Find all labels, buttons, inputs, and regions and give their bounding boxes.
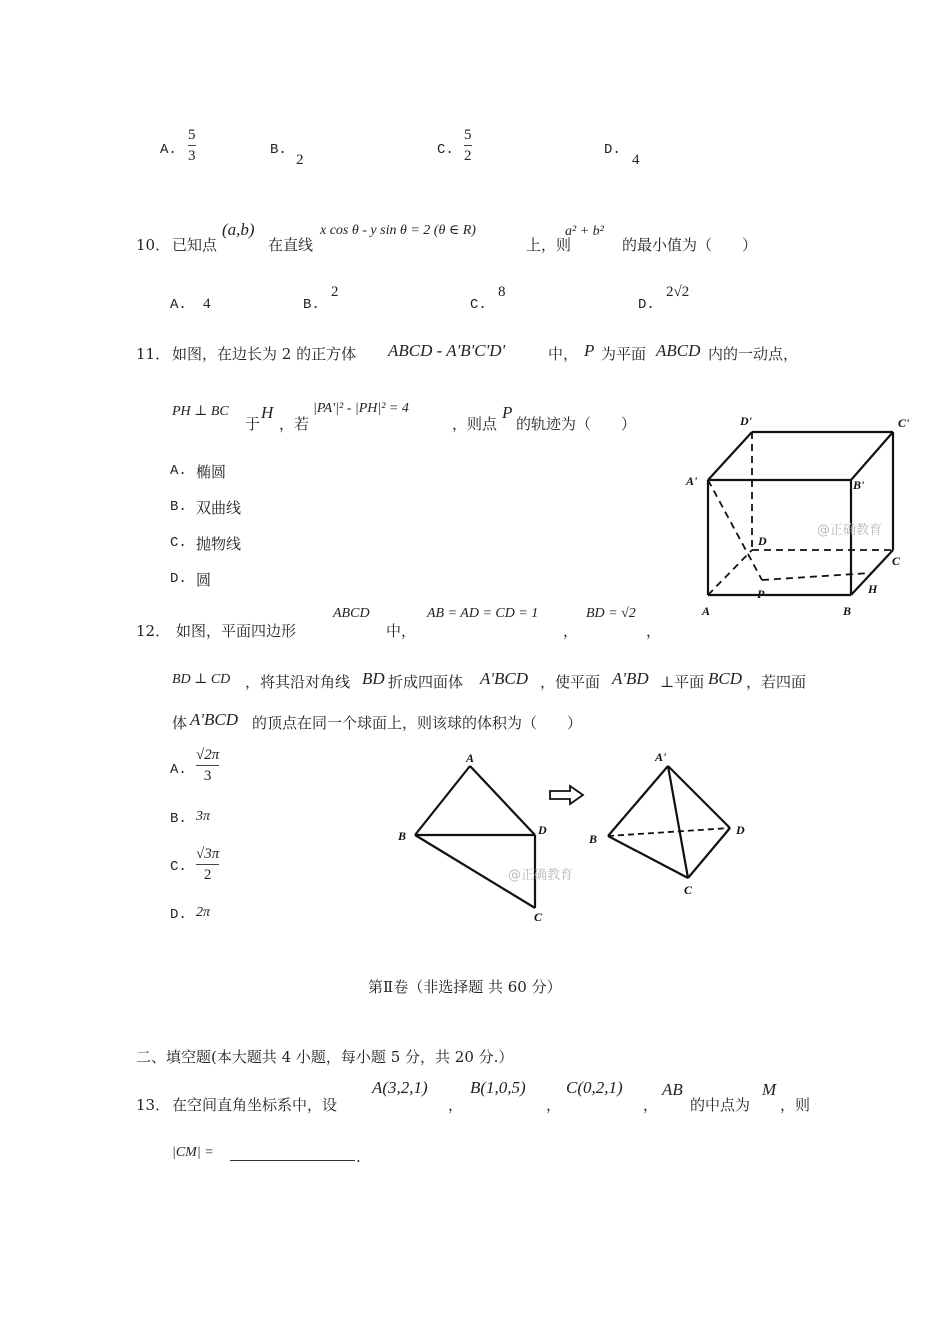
cube-edge-b1c1 [851, 432, 893, 480]
q11-plane: ABCD [656, 341, 701, 360]
q11-text-1: 如图，在边长为 2 的正方体 [172, 345, 357, 363]
cube-segment-a1p [708, 480, 762, 580]
tet-label-c: C [684, 883, 693, 897]
q9-option-b-value: 2 [296, 152, 304, 168]
q12-option-a-denominator: 3 [203, 768, 212, 784]
cube-label-c1: C' [898, 416, 910, 430]
q10-expression: a² + b² [565, 224, 604, 239]
q11-condition-1: PH ⊥ BC [172, 404, 229, 419]
q13-comma-2: ， [546, 1096, 562, 1114]
cube-label-a: A [702, 604, 711, 618]
q11-point-p: P [584, 341, 595, 360]
q11-option-c-text: 抛物线 [196, 535, 242, 553]
quad-label-a: A [466, 751, 475, 765]
section2-title: 第Ⅱ卷（非选择题 共 60 分） [368, 978, 562, 996]
q12-equation-2: BD = √2 [586, 606, 636, 621]
tet-edge-bd-hidden [608, 828, 730, 836]
q10-text-3: 上，则 [526, 236, 572, 254]
q12-equation-1: AB = AD = CD = 1 [427, 606, 539, 621]
cube-label-a1: A' [686, 474, 698, 488]
q12-option-a-label: A. [170, 762, 187, 778]
q11-point-h: H [261, 403, 274, 422]
q11-text-8: 的轨迹为（ ） [516, 415, 637, 433]
q12-text-1: 如图，平面四边形 [176, 622, 297, 640]
fill-in-heading: 二、填空题(本大题共 4 小题，每小题 5 分，共 20 分.） [136, 1048, 514, 1066]
q11-option-b-text: 双曲线 [196, 499, 242, 517]
q12-text-4: 折成四面体 [388, 673, 464, 691]
q10-option-c-label: C. [470, 297, 487, 313]
q11-cube: ABCD - A'B'C'D' [388, 341, 506, 360]
q10-option-d-label: D. [638, 297, 655, 313]
q12-text-7: ，若四面 [746, 673, 807, 691]
q10-option-a-label: A. [170, 297, 187, 313]
cube-label-d1: D' [740, 414, 752, 428]
cube-edge-ad-hidden [708, 550, 752, 595]
q11-condition-2: |PA'|² - |PH|² = 4 [313, 401, 409, 416]
q11-option-d-label: D. [170, 571, 187, 587]
q12-text-8: 体 [172, 714, 188, 732]
q11-cube-figure [680, 405, 920, 625]
q11-text-7: ，则点 [452, 415, 498, 433]
quad-edge-ad [470, 766, 535, 835]
q13-comma-1: ， [448, 1096, 464, 1114]
q13-segment-ab: AB [662, 1080, 683, 1099]
cube-label-p: P [757, 587, 765, 601]
q11-option-b-label: B. [170, 499, 187, 515]
q9-option-a-numerator: 5 [188, 127, 196, 143]
q12-option-d-label: D. [170, 907, 187, 923]
q10-point: (a,b) [222, 220, 255, 239]
q10-option-a-value: 4 [203, 296, 211, 312]
q13-point-b: B(1,0,5) [470, 1078, 526, 1097]
q13-period: . [356, 1148, 361, 1166]
q12-option-d-value: 2π [196, 905, 211, 920]
q11-option-d-text: 圆 [196, 571, 212, 589]
q10-option-b-value: 2 [331, 284, 339, 300]
q12-plane-abd: A'BD [612, 669, 649, 688]
quad-label-b: B [398, 829, 407, 843]
q12-tetrahedron-2: A'BCD [190, 710, 239, 729]
q9-option-a-label: A. [160, 142, 177, 158]
q9-option-b-label: B. [270, 142, 287, 158]
q12-option-c-fraction [196, 845, 219, 884]
cube-label-h: H [868, 582, 878, 596]
q9-option-d-value: 4 [632, 152, 640, 168]
q12-folding-figure [390, 748, 760, 928]
q9-option-c-fraction [464, 126, 472, 165]
q12-comma-2: ， [646, 622, 662, 640]
q13-comma-3: ， [643, 1096, 659, 1114]
cube-label-c: C [892, 554, 901, 568]
q11-text-5: 于 [245, 415, 261, 433]
q12-option-a-fraction [196, 746, 219, 785]
q12-text-3: ，将其沿对角线 [245, 673, 351, 691]
q10-text-2: 在直线 [268, 236, 314, 254]
q11-watermark: @正确教育 [817, 523, 883, 538]
q10-number: 10． [136, 236, 171, 254]
q12-option-a-numerator: √2π [196, 747, 220, 763]
q13-number: 13． [136, 1096, 171, 1114]
q13-text-2: 的中点为 [690, 1096, 751, 1114]
q10-text-4: 的最小值为（ ） [622, 236, 758, 254]
tet-label-a1: A' [655, 750, 667, 764]
q13-point-c: C(0,2,1) [566, 1078, 623, 1097]
q12-option-c-numerator: √3π [196, 846, 220, 862]
q9-option-d-label: D. [604, 142, 621, 158]
tet-edge-cd [688, 828, 730, 878]
quad-edge-ab [415, 766, 470, 835]
q10-option-b-label: B. [303, 297, 320, 313]
q10-line-equation: x cos θ - y sin θ = 2 (θ ∈ R) [320, 223, 476, 238]
q9-option-a-fraction [188, 126, 196, 165]
q12-number: 12． [136, 622, 171, 640]
quad-label-c: C [534, 910, 543, 924]
q13-answer-blank[interactable] [230, 1146, 355, 1165]
q10-option-c-value: 8 [498, 284, 506, 300]
q13-cm: |CM| = [172, 1145, 214, 1160]
q12-perp: BD ⊥ CD [172, 672, 231, 687]
q12-text-2: 中， [386, 622, 417, 640]
q12-option-b-label: B. [170, 811, 187, 827]
q9-option-c-label: C. [437, 142, 454, 158]
q12-tetrahedron: A'BCD [480, 669, 529, 688]
cube-label-b1: B' [853, 478, 865, 492]
q12-text-6: ⊥平面 [660, 673, 705, 691]
q11-point-p-2: P [502, 403, 513, 422]
q12-quad: ABCD [333, 606, 370, 621]
q11-option-a-text: 椭圆 [196, 463, 227, 481]
q13-text-1: 在空间直角坐标系中，设 [172, 1096, 338, 1114]
cube-edge-a1d1 [708, 432, 752, 480]
q12-option-c-denominator: 2 [203, 867, 212, 883]
q13-text-3: ，则 [780, 1096, 811, 1114]
q12-diagonal: BD [362, 669, 385, 688]
q12-text-9: 的顶点在同一个球面上，则该球的体积为（ ） [252, 714, 583, 732]
q12-plane-bcd: BCD [708, 669, 742, 688]
fold-arrow-icon [550, 786, 583, 804]
q9-option-c-numerator: 5 [464, 127, 472, 143]
q13-point-a: A(3,2,1) [372, 1078, 428, 1097]
q12-watermark: @正确教育 [508, 868, 574, 883]
q12-comma-1: ， [563, 622, 579, 640]
q12-text-5: ，使平面 [540, 673, 601, 691]
cube-segment-ph [762, 573, 870, 580]
q11-text-3: 为平面 [601, 345, 647, 363]
tet-edge-bc [608, 836, 688, 878]
q11-option-a-label: A. [170, 463, 187, 479]
q11-text-2: 中， [548, 345, 579, 363]
q10-option-d-value: 2√2 [666, 284, 690, 300]
q13-midpoint-m: M [762, 1080, 777, 1099]
tet-label-b: B [589, 832, 598, 846]
tet-edge-ab [608, 766, 668, 836]
q11-option-c-label: C. [170, 535, 187, 551]
q9-option-a-denominator: 3 [188, 148, 196, 164]
quad-label-d: D [538, 823, 547, 837]
q11-number: 11． [136, 345, 171, 363]
q9-option-c-denominator: 2 [464, 148, 472, 164]
q12-option-b-value: 3π [196, 809, 211, 824]
tet-label-d: D [736, 823, 745, 837]
q11-text-6: ，若 [279, 415, 310, 433]
q10-text-1: 已知点 [172, 236, 218, 254]
cube-label-b: B [843, 604, 852, 618]
cube-label-d: D [758, 534, 767, 548]
q11-text-4: 内的一动点， [708, 345, 799, 363]
q12-option-c-label: C. [170, 859, 187, 875]
